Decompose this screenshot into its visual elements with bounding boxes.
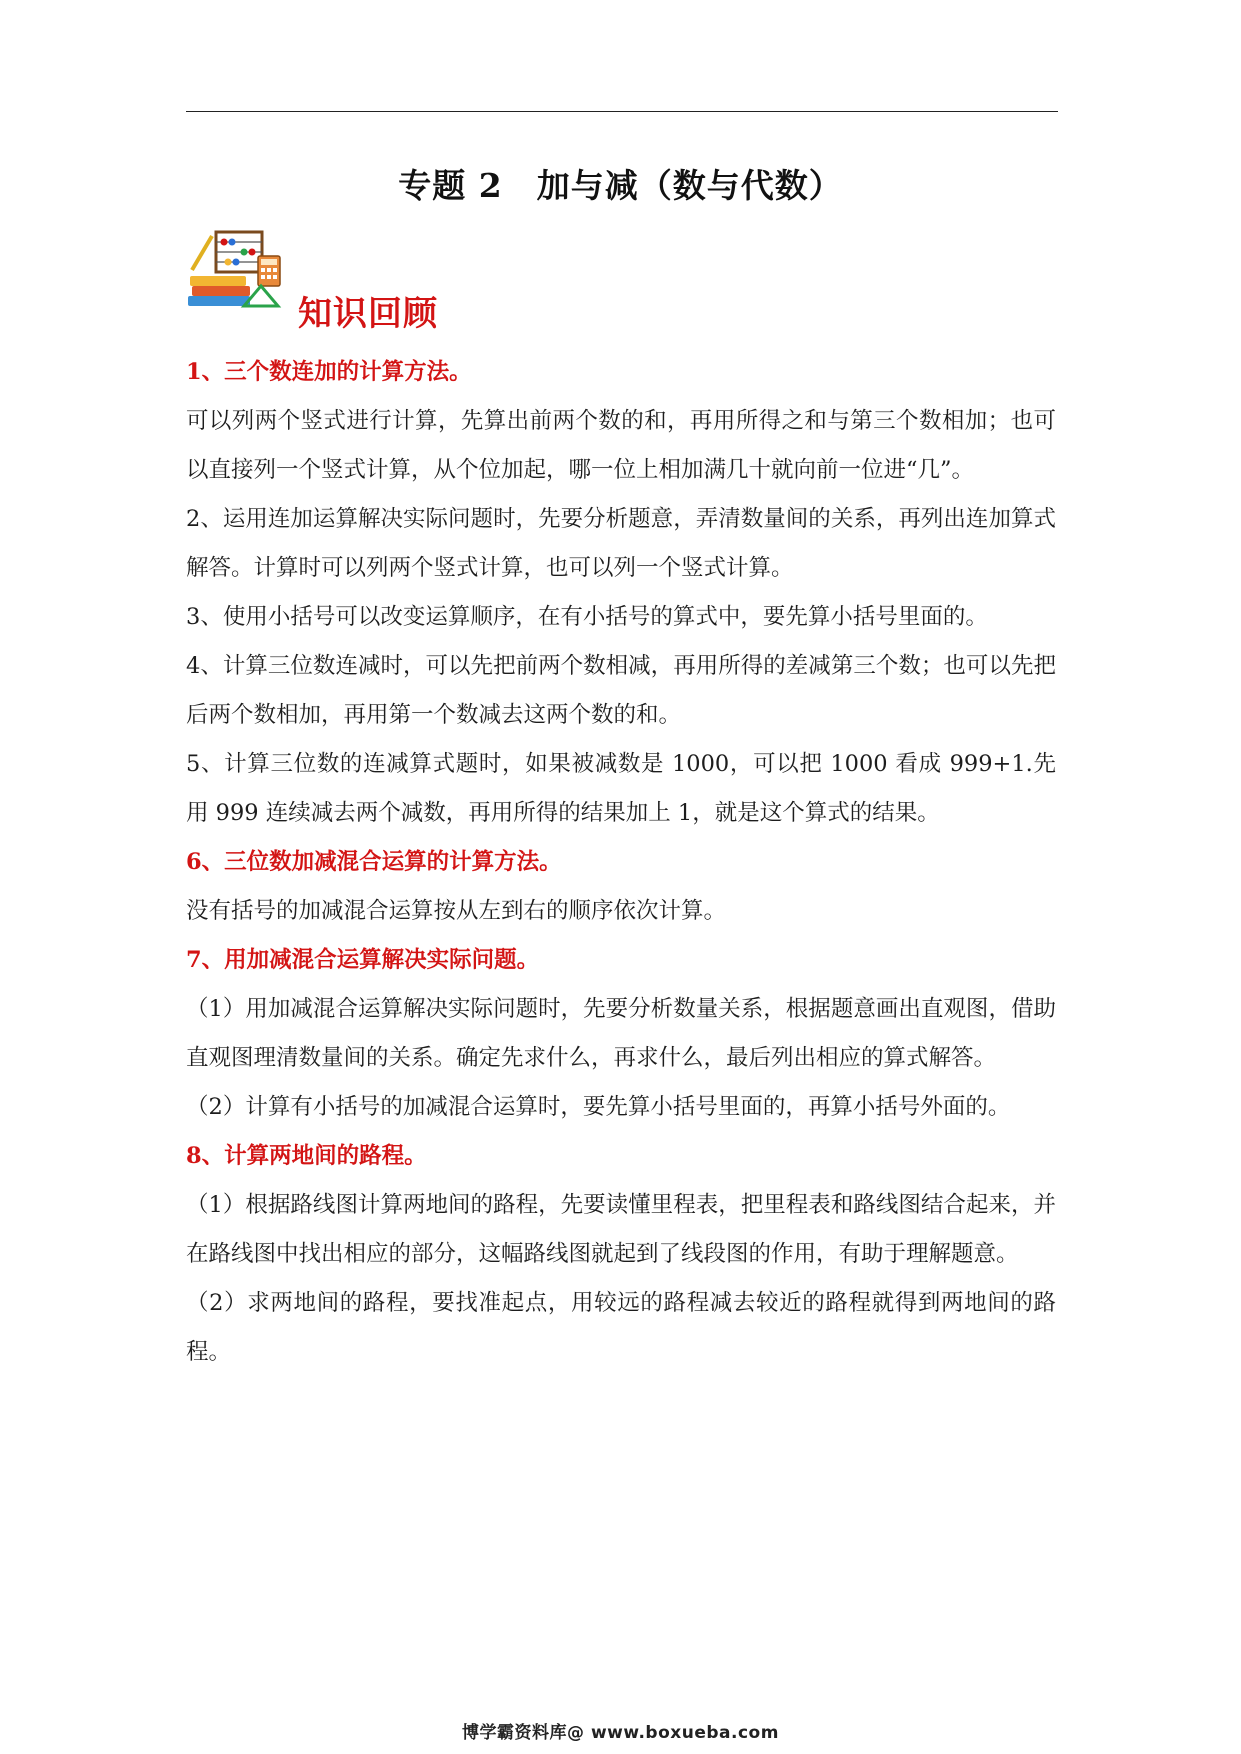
paragraph: （1）根据路线图计算两地间的路程，先要读懂里程表，把里程表和路线图结合起来，并在路线图中找出相应的部分，这幅路线图就起到了线段图的作用，有助于理解题意。 (186, 1192, 1056, 1267)
section-heading: 6、三位数加减混合运算的计算方法。 (186, 849, 562, 875)
header-rule (186, 111, 1058, 112)
section-heading: 8、计算两地间的路程。 (186, 1143, 427, 1169)
section-banner (186, 226, 446, 334)
page-title: 专题 2 加与减（数与代数） (398, 166, 843, 205)
paragraph: （2）计算有小括号的加减混合运算时，要先算小括号里面的，再算小括号外面的。 (186, 1094, 1011, 1120)
paragraph: 3、使用小括号可以改变运算顺序，在有小括号的算式中，要先算小括号里面的。 (186, 604, 988, 630)
paragraph: （2）求两地间的路程，要找准起点，用较远的路程减去较近的路程就得到两地间的路程。 (186, 1290, 1056, 1365)
paragraph: 4、计算三位数连减时，可以先把前两个数相减，再用所得的差减第三个数；也可以先把后两个数相加，再用第一个数减去这两个数的和。 (186, 653, 1056, 728)
paragraph: 5、计算三位数的连减算式题时，如果被减数是 1000，可以把 1000 看成 999+1.先用 999 连续减去两个减数，再用所得的结果加上 1，就是这个算式的结果。 (186, 751, 1056, 826)
document-body (186, 348, 1056, 1377)
abacus-books-icon (186, 226, 296, 326)
paragraph: 可以列两个竖式进行计算，先算出前两个数的和，再用所得之和与第三个数相加；也可以直接列一个竖式计算，从个位加起，哪一位上相加满几十就向前一位进“几”。 (186, 408, 1056, 483)
page-footer: 博学霸资料库@ www.boxueba.com (462, 1723, 779, 1743)
section-heading: 1、三个数连加的计算方法。 (186, 359, 472, 385)
paragraph: （1）用加减混合运算解决实际问题时，先要分析数量关系，根据题意画出直观图，借助直观图理清数量间的关系。确定先求什么，再求什么，最后列出相应的算式解答。 (186, 996, 1056, 1071)
section-heading: 7、用加减混合运算解决实际问题。 (186, 947, 540, 973)
paragraph: 没有括号的加减混合运算按从左到右的顺序依次计算。 (186, 898, 727, 924)
section-banner-label: 知识回顾 (298, 294, 438, 334)
paragraph: 2、运用连加运算解决实际问题时，先要分析题意，弄清数量间的关系，再列出连加算式解答。计算时可以列两个竖式计算，也可以列一个竖式计算。 (186, 506, 1056, 581)
